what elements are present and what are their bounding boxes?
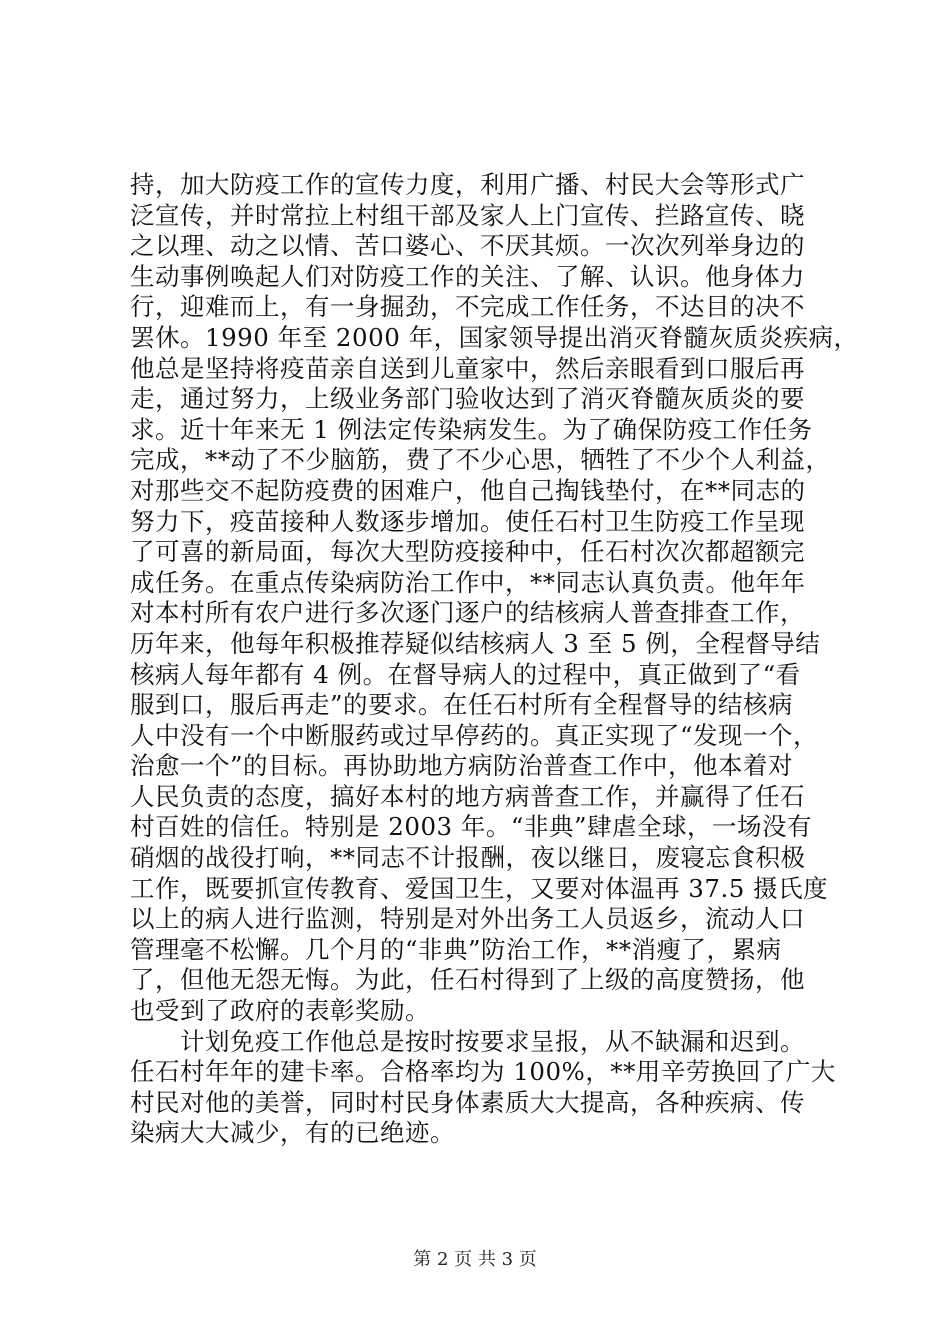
text-line: 人中没有一个中断服药或过早停药的。真正实现了“发现一个， xyxy=(130,720,819,750)
text-line: 了可喜的新局面，每次大型防疫接种中，任石村次次都超额完 xyxy=(130,537,805,567)
text-line: 了，但他无怨无悔。为此，任石村得到了上级的高度赞扬，他 xyxy=(130,965,805,995)
text-line: 完成，**动了不少脑筋，费了不少心思，牺牲了不少个人利益， xyxy=(130,445,831,475)
text-line: 工作，既要抓宣传教育、爱国卫生，又要对体温再 37.5 摄氏度 xyxy=(130,873,829,903)
text-line: 对那些交不起防疫费的困难户，他自己掏钱垫付，在**同志的 xyxy=(130,475,806,505)
text-line: 努力下，疫苗接种人数逐步增加。使任石村卫生防疫工作呈现 xyxy=(130,506,805,536)
text-line: 走，通过努力，上级业务部门验收达到了消灭脊髓灰质炎的要 xyxy=(130,384,805,414)
text-line: 管理毫不松懈。几个月的“非典”防治工作，**消瘦了，累病 xyxy=(130,934,782,964)
text-line: 他总是坚持将疫苗亲自送到儿童家中，然后亲眼看到口服后再 xyxy=(130,353,805,383)
text-line: 持，加大防疫工作的宣传力度，利用广播、村民大会等形式广 xyxy=(130,170,805,199)
text-line: 治愈一个”的目标。再协助地方病防治普查工作中，他本着对 xyxy=(130,751,794,781)
text-line: 罢休。1990 年至 2000 年，国家领导提出消灭脊髓灰质炎疾病， xyxy=(130,322,859,352)
text-line: 对本村所有农户进行多次逐门逐户的结核病人普查排查工作， xyxy=(130,598,805,628)
text-line: 之以理、动之以情、苦口婆心、不厌其烦。一次次列举身边的 xyxy=(130,231,805,261)
text-line: 历年来，他每年积极推荐疑似结核病人 3 至 5 例，全程督导结 xyxy=(130,628,821,658)
text-line: 生动事例唤起人们对防疫工作的关注、了解、认识。他身体力 xyxy=(130,261,805,291)
text-line: 成任务。在重点传染病防治工作中，**同志认真负责。他年年 xyxy=(130,567,806,597)
page-footer: 第 2 页 共 3 页 xyxy=(413,1249,537,1270)
text-line: 硝烟的战役打响，**同志不计报酬，夜以继日，废寝忘食积极 xyxy=(130,843,806,873)
text-line: 任石村年年的建卡率。合格率均为 100%，**用辛劳换回了广大 xyxy=(130,1057,836,1087)
text-line: 行，迎难而上，有一身掘劲，不完成工作任务，不达目的决不 xyxy=(130,292,805,322)
body-text xyxy=(130,170,859,1149)
text-line: 也受到了政府的表彰奖励。 xyxy=(130,996,430,1026)
text-line: 染病大大减少，有的已绝迹。 xyxy=(130,1118,455,1148)
text-line: 求。近十年来无 1 例法定传染病发生。为了确保防疫工作任务 xyxy=(130,414,813,444)
text-line: 村百姓的信任。特别是 2003 年。“非典”肆虐全球，一场没有 xyxy=(130,812,812,842)
text-line: 计划免疫工作他总是按时按要求呈报，从不缺漏和迟到。 xyxy=(130,1026,805,1056)
text-line: 以上的病人进行监测，特别是对外出务工人员返乡，流动人口 xyxy=(130,904,805,934)
text-line: 核病人每年都有 4 例。在督导病人的过程中，真正做到了“看 xyxy=(130,659,801,689)
text-line: 人民负责的态度，搞好本村的地方病普查工作，并赢得了任石 xyxy=(130,781,805,811)
text-line: 泛宣传，并时常拉上村组干部及家人上门宣传、拦路宣传、晓 xyxy=(130,200,805,230)
text-line: 村民对他的美誉，同时村民身体素质大大提高，各种疾病、传 xyxy=(130,1087,805,1117)
text-line: 服到口，服后再走”的要求。在任石村所有全程督导的结核病 xyxy=(130,690,794,720)
